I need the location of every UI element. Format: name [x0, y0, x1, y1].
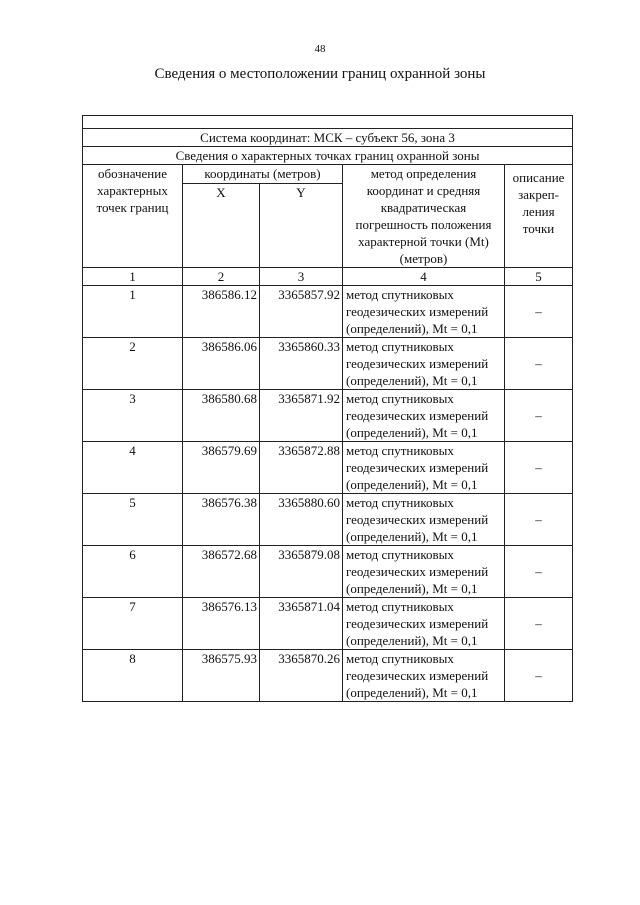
method-cell: метод спутниковых геодезических измерений (определений), Mt = 0,1 [343, 390, 505, 442]
document-title: Сведения о местоположении границ охранной зоны [154, 66, 486, 82]
point-number: 5 [83, 494, 183, 546]
column-number-row [83, 268, 573, 286]
coordinates-header: координаты (метров) [183, 165, 343, 184]
y-header: Y [260, 184, 343, 268]
column-number: 4 [343, 268, 505, 286]
column-number: 2 [183, 268, 260, 286]
x-coordinate: 386579.69 [183, 442, 260, 494]
description-cell: – [505, 650, 573, 702]
column-number: 3 [260, 268, 343, 286]
method-cell: метод спутниковых геодезических измерений (определений), Mt = 0,1 [343, 650, 505, 702]
x-coordinate: 386572.68 [183, 546, 260, 598]
table-row [83, 286, 573, 338]
y-coordinate: 3365860.33 [260, 338, 343, 390]
point-number: 7 [83, 598, 183, 650]
description-cell: – [505, 546, 573, 598]
method-header: метод определения координат и средняя квадратическая погрешность положения характерной точки (Mt) (метров) [343, 165, 505, 268]
point-number: 1 [83, 286, 183, 338]
table-row [83, 338, 573, 390]
section-label: Сведения о характерных точках границ охранной зоны [83, 147, 573, 165]
x-coordinate: 386576.38 [183, 494, 260, 546]
y-coordinate: 3365871.92 [260, 390, 343, 442]
coordinate-system-row [83, 129, 573, 147]
method-cell: метод спутниковых геодезических измерений (определений), Mt = 0,1 [343, 598, 505, 650]
description-header: описание закреп-ления точки [505, 165, 573, 268]
table-row [83, 442, 573, 494]
y-coordinate: 3365879.08 [260, 546, 343, 598]
method-cell: метод спутниковых геодезических измерений (определений), Mt = 0,1 [343, 338, 505, 390]
column-number: 1 [83, 268, 183, 286]
header-row [83, 165, 573, 184]
point-number: 4 [83, 442, 183, 494]
x-coordinate: 386575.93 [183, 650, 260, 702]
description-cell: – [505, 390, 573, 442]
y-coordinate: 3365871.04 [260, 598, 343, 650]
y-coordinate: 3365870.26 [260, 650, 343, 702]
section-row [83, 147, 573, 165]
table-row [83, 494, 573, 546]
coordinate-system-label: Система координат: МСК – субъект 56, зона 3 [83, 129, 573, 147]
table-row [83, 598, 573, 650]
method-cell: метод спутниковых геодезических измерений (определений), Mt = 0,1 [343, 494, 505, 546]
point-number: 3 [83, 390, 183, 442]
y-coordinate: 3365872.88 [260, 442, 343, 494]
method-cell: метод спутниковых геодезических измерений (определений), Mt = 0,1 [343, 286, 505, 338]
point-designation-header: обозначение характерных точек границ [83, 165, 183, 268]
page-number: 48 [314, 43, 326, 55]
y-coordinate: 3365857.92 [260, 286, 343, 338]
x-coordinate: 386580.68 [183, 390, 260, 442]
description-cell: – [505, 338, 573, 390]
method-cell: метод спутниковых геодезических измерений (определений), Mt = 0,1 [343, 442, 505, 494]
x-coordinate: 386586.12 [183, 286, 260, 338]
table-row [83, 650, 573, 702]
table-row [83, 390, 573, 442]
point-number: 2 [83, 338, 183, 390]
x-coordinate: 386576.13 [183, 598, 260, 650]
point-number: 6 [83, 546, 183, 598]
description-cell: – [505, 286, 573, 338]
description-cell: – [505, 442, 573, 494]
y-coordinate: 3365880.60 [260, 494, 343, 546]
coordinates-table [82, 115, 573, 702]
table-top-spacer-row [83, 116, 573, 129]
column-number: 5 [505, 268, 573, 286]
x-header: X [183, 184, 260, 268]
point-number: 8 [83, 650, 183, 702]
method-cell: метод спутниковых геодезических измерений (определений), Mt = 0,1 [343, 546, 505, 598]
description-cell: – [505, 494, 573, 546]
table-row [83, 546, 573, 598]
description-cell: – [505, 598, 573, 650]
x-coordinate: 386586.06 [183, 338, 260, 390]
